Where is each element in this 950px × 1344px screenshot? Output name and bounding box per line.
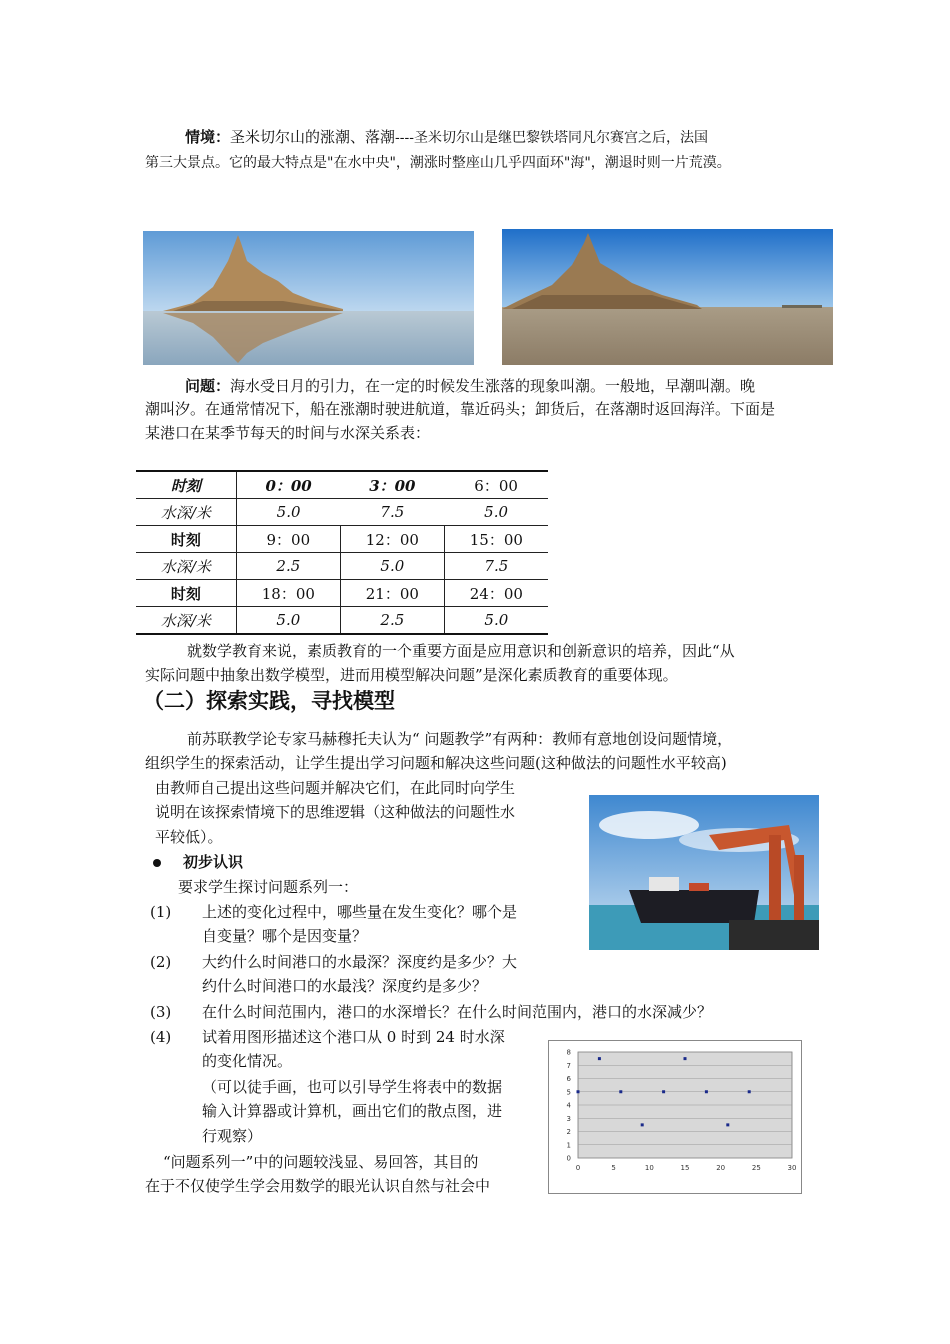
y-tick-label: 3	[566, 1114, 571, 1123]
para2-line-4: 说明在该探索情境下的思维逻辑（这种做法的问题性水	[155, 803, 516, 821]
table-row	[136, 499, 548, 526]
para3-line-2: 在于不仅使学生学会用数学的眼光认识自然与社会中	[145, 1177, 491, 1195]
table-cell: 时刻	[136, 580, 236, 607]
mont-saint-michel-low-tide-photo	[502, 229, 833, 365]
bullet-dot-icon	[153, 859, 161, 867]
para2-line-5: 平较低）。	[155, 828, 223, 846]
data-point	[726, 1123, 729, 1126]
question-4-text-2: 的变化情况。	[202, 1052, 293, 1070]
table-cell: 水深/米	[136, 499, 236, 526]
table-cell: 时刻	[136, 471, 236, 499]
table-cell: 6：00	[444, 471, 548, 499]
table-cell: 5.0	[236, 499, 340, 526]
table-row	[136, 607, 548, 635]
question-4-text-4: 输入计算器或计算机，画出它们的散点图，进	[202, 1102, 503, 1120]
x-tick-label: 5	[611, 1164, 616, 1172]
y-tick-label: 8	[566, 1048, 571, 1057]
intro-label: 情境：	[185, 128, 231, 146]
para2-line-2: 组织学生的探索活动，让学生提出学习问题和解决这些问题(这种做法的问题性水平较高)	[145, 754, 727, 772]
data-point	[598, 1057, 601, 1060]
intro-title: 圣米切尔山的涨潮、落潮	[230, 128, 396, 146]
table-cell: 5.0	[236, 607, 340, 635]
question-2-text-2: 约什么时间港口的水最浅？深度约是多少？	[202, 977, 488, 995]
y-tick-label: 5	[566, 1088, 571, 1097]
data-point	[662, 1090, 665, 1093]
problem-line-2: 潮叫汐。在通常情况下，船在涨潮时驶进航道，靠近码头；卸货后，在落潮时返回海洋。下面是	[145, 400, 776, 418]
bullet-subtitle: 要求学生探讨问题系列一：	[178, 878, 359, 896]
problem-text-1: 海水受日月的引力，在一定的时候发生涨落的现象叫潮。一般地，早潮叫潮。晚	[230, 377, 756, 395]
intro-line-2: 第三大景点。它的最大特点是"在水中央"，潮涨时整座山几乎四面环"海"，潮退时则一片荒漠。	[145, 155, 731, 171]
table-cell: 3：00	[340, 471, 444, 499]
y-tick-label: 0	[566, 1154, 571, 1163]
x-tick-label: 10	[644, 1164, 654, 1172]
question-3-text-1: 在什么时间范围内，港口的水深增长？在什么时间范围内，港口的水深减少？	[202, 1003, 713, 1021]
water-depth-scatter-chart	[548, 1040, 802, 1194]
table-cell: 时刻	[136, 526, 236, 553]
table-row	[136, 471, 548, 499]
question-4-text-1: 试着用图形描述这个港口从 0 时到 24 时水深	[202, 1028, 505, 1046]
data-point	[641, 1123, 644, 1126]
intro-text-1: ----圣米切尔山是继巴黎铁塔同凡尔赛宫之后，法国	[395, 130, 708, 146]
question-3-number: (3)	[150, 1003, 172, 1021]
table-row	[136, 580, 548, 607]
y-tick-label: 4	[566, 1101, 571, 1110]
table-row	[136, 526, 548, 553]
problem-label: 问题：	[185, 377, 231, 395]
x-tick-label: 20	[716, 1164, 726, 1172]
data-point	[684, 1057, 687, 1060]
table-cell: 7.5	[340, 499, 444, 526]
problem-line-1	[185, 376, 755, 396]
para2-line-1: 前苏联教学论专家马赫穆托夫认为“ 问题教学”有两种：教师有意地创设问题情境，	[187, 730, 733, 748]
question-2-number: (2)	[150, 953, 172, 971]
question-1-text-2: 自变量？哪个是因变量？	[202, 927, 368, 945]
table-cell: 7.5	[444, 553, 548, 580]
table-cell: 0：00	[236, 471, 340, 499]
para2-line-3: 由教师自己提出这些问题并解决它们，在此同时向学生	[155, 779, 516, 797]
table-cell: 18：00	[236, 580, 340, 607]
table-cell: 2.5	[236, 553, 340, 580]
table-cell: 12：00	[340, 526, 444, 553]
problem-line-3: 某港口在某季节每天的时间与水深关系表：	[145, 424, 431, 442]
table-cell: 水深/米	[136, 607, 236, 635]
bullet-title: 初步认识	[183, 853, 244, 871]
table-cell: 9：00	[236, 526, 340, 553]
bullet-heading	[153, 852, 243, 872]
table-cell: 2.5	[340, 607, 444, 635]
table-cell: 15：00	[444, 526, 548, 553]
para1-line-1: 就数学教育来说，素质教育的一个重要方面是应用意识和创新意识的培养，因此“从	[187, 642, 735, 660]
question-4-number: (4)	[150, 1028, 172, 1046]
table-cell: 24：00	[444, 580, 548, 607]
table-cell: 5.0	[340, 553, 444, 580]
para1-line-2: 实际问题中抽象出数学模型，进而用模型解决问题”是深化素质教育的重要体现。	[145, 666, 678, 684]
table-cell: 21：00	[340, 580, 444, 607]
table-cell: 5.0	[444, 499, 548, 526]
data-point	[619, 1090, 622, 1093]
y-tick-label: 1	[566, 1141, 571, 1150]
question-4-text-5: 行观察）	[202, 1127, 263, 1145]
table-cell: 5.0	[444, 607, 548, 635]
port-ship-photo	[589, 795, 819, 950]
table-cell: 水深/米	[136, 553, 236, 580]
section-title: （二）探索实践，寻找模型	[143, 689, 395, 713]
x-tick-label: 30	[787, 1164, 797, 1172]
question-1-number: (1)	[150, 903, 172, 921]
para3-line-1: “问题系列一”中的问题较浅显、易回答，其目的	[163, 1153, 479, 1171]
x-tick-label: 15	[680, 1164, 690, 1172]
question-1-text-1: 上述的变化过程中，哪些量在发生变化？哪个是	[202, 903, 518, 921]
question-4-text-3: （可以徒手画，也可以引导学生将表中的数据	[202, 1078, 503, 1096]
y-tick-label: 7	[566, 1061, 571, 1070]
y-tick-label: 2	[566, 1128, 571, 1136]
table-row	[136, 553, 548, 580]
mont-saint-michel-high-tide-photo	[143, 231, 474, 365]
question-2-text-1: 大约什么时间港口的水最深？深度约是多少？大	[202, 953, 518, 971]
tide-table	[136, 470, 548, 635]
data-point	[577, 1090, 580, 1093]
x-tick-label: 25	[751, 1164, 761, 1172]
data-point	[705, 1090, 708, 1093]
intro-line-1	[185, 127, 708, 148]
data-point	[748, 1090, 751, 1093]
x-tick-label: 0	[575, 1164, 581, 1172]
y-tick-label: 6	[566, 1075, 571, 1083]
